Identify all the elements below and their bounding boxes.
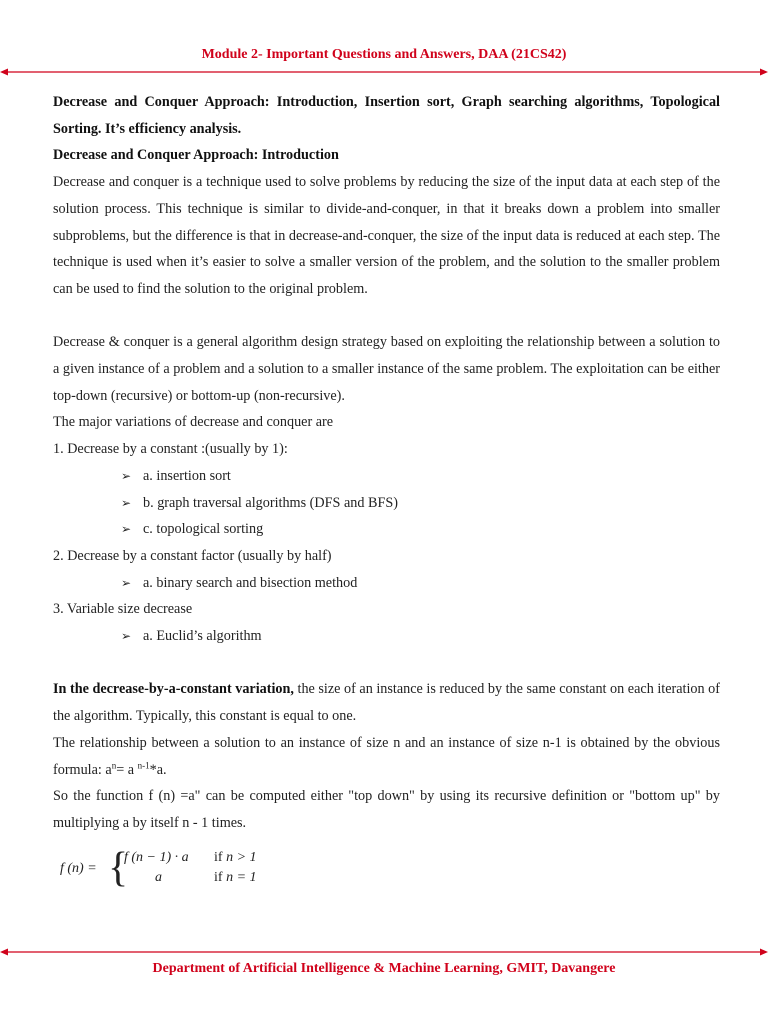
- formula-lhs: f (n) =: [60, 861, 97, 876]
- paragraph-1: Decrease and conquer is a technique used to solve problems by reducing the size of the input data at each step of the solution process. This technique is similar to divide-and-conquer, in that it breaks down a problem into smaller subproblems, but the difference is that in decrease-and-conquer, the size of the input data is reduced at each step. The technique is used when it’s easier to solve a smaller version of the problem, and the solution to the smaller problem can be used to find the solution to the original problem.: [53, 174, 720, 297]
- paragraph-5: So the function f (n) =a" can be computed either "top down" by using its recursive definition or "bottom up" by multiplying a by itself n - 1 times.: [53, 788, 720, 831]
- list-item: ➢ a. binary search and bisection method: [53, 570, 720, 597]
- header-title: Module 2- Important Questions and Answers, DAA (21CS42): [201, 47, 567, 62]
- list-item: ➢ b. graph traversal algorithms (DFS and BFS): [53, 490, 720, 517]
- variation-2-label: 2. Decrease by a constant factor (usually by half): [53, 547, 332, 564]
- arrow-bullet-icon: ➢: [121, 575, 132, 590]
- variations-intro: The major variations of decrease and conquer are: [53, 414, 334, 431]
- intro-heading: Decrease and Conquer Approach: Introduction, Insertion sort, Graph searching algorithms, Topological Sorting. It’s efficiency analysis.: [53, 94, 720, 137]
- footer-title: Department of Artificial Intelligence & Machine Learning, GMIT, Davangere: [152, 961, 616, 976]
- arrow-bullet-icon: ➢: [121, 495, 132, 510]
- list-item: ➢ c. topological sorting: [53, 516, 720, 543]
- formula-case-1: f (n − 1) · a: [124, 850, 189, 865]
- recursive-formula: [60, 845, 320, 894]
- section-heading: Decrease and Conquer Approach: Introduction: [53, 147, 339, 164]
- arrow-bullet-icon: ➢: [121, 629, 132, 644]
- list-item: ➢ a. insertion sort: [53, 463, 720, 490]
- formula-condition-2: if n = 1: [214, 870, 257, 885]
- formula-brace: {: [108, 845, 129, 891]
- paragraph-4: The relationship between a solution to an instance of size n and an instance of size n-1 is obtained by the obvious formula: $a^n= a$ $^{n-1}$*a.: [53, 734, 720, 778]
- header-rule: [0, 66, 768, 78]
- arrow-bullet-icon: ➢: [121, 468, 132, 483]
- document-body: [53, 89, 720, 837]
- arrow-bullet-icon: ➢: [121, 522, 132, 537]
- variation-3-label: 3. Variable size decrease: [53, 601, 193, 618]
- list-item: ➢ a. Euclid’s algorithm: [53, 623, 720, 650]
- formula-condition-1: if n > 1: [214, 850, 257, 865]
- footer-rule: [0, 946, 768, 958]
- variation-1-label: 1. Decrease by a constant :(usually by 1):: [53, 441, 288, 458]
- formula-case-2: a: [155, 870, 162, 885]
- paragraph-2: Decrease & conquer is a general algorithm design strategy based on exploiting the relationship between a solution to a given instance of a problem and a solution to a smaller instance of the same problem. The exploitation can be either top-down (recursive) or bottom-up (non-recursive).: [53, 334, 720, 404]
- paragraph-3: In the decrease-by-a-constant variation, the size of an instance is reduced by the same constant on each iteration of the algorithm. Typically, this constant is equal to one.: [53, 681, 720, 725]
